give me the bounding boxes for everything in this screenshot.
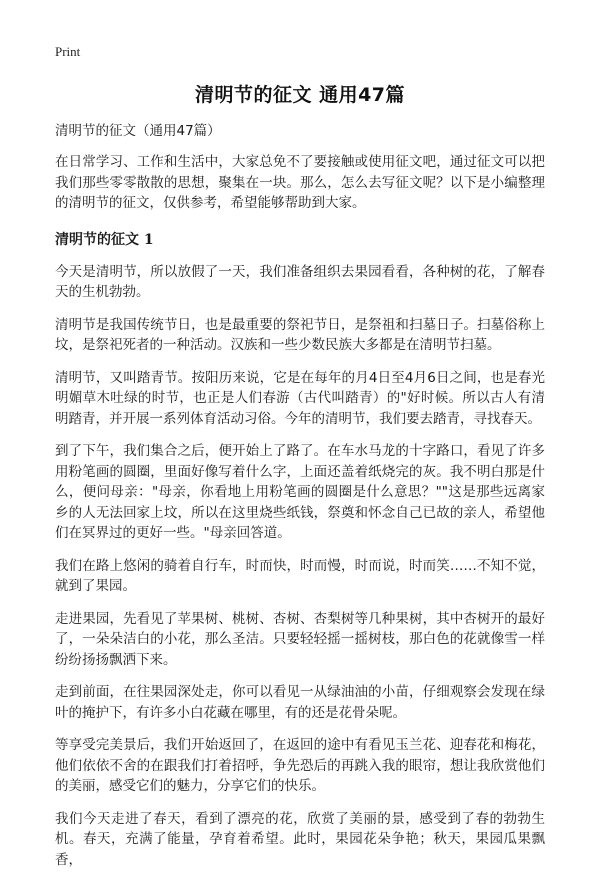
body-paragraph: 我们今天走进了春天，看到了漂亮的花，欣赏了美丽的景，感受到了春的勃勃生机。春天，充满了能量，孕育着希望。此时，果园花朵争艳；秋天，果园瓜果飘香， xyxy=(55,810,545,868)
body-paragraph: 今天是清明节，所以放假了一天，我们准备组织去果园看看，各种树的花，了解春天的生机勃勃。 xyxy=(55,263,545,300)
body-paragraph: 我们在路上悠闲的骑着自行车，时而快，时而慢，时而说，时而笑……不知不觉，就到了果园。 xyxy=(55,557,545,594)
body-paragraph: 等享受完美景后，我们开始返回了，在返回的途中有看见玉兰花、迎春花和梅花，他们依依不舍的在跟我们打着招呼，争先恐后的再跳入我的眼帘，想让我欣赏他们的美丽，感受它们的魅力，分享它们的快乐。 xyxy=(55,737,545,794)
section-heading: 清明节的征文 1 xyxy=(55,231,154,248)
body-paragraph: 清明节是我国传统节日，也是最重要的祭祀节日，是祭祖和扫墓日子。扫墓俗称上坟，是祭祀死者的一种活动。汉族和一些少数民族大多都是在清明节扫墓。 xyxy=(55,316,545,353)
document-subtitle: 清明节的征文（通用47篇） xyxy=(55,123,221,139)
document-body xyxy=(55,122,545,882)
intro-paragraph: 在日常学习、工作和生活中，大家总免不了要接触或使用征文吧，通过征文可以把我们那些零零散散的思想，聚集在一块。那么，怎么去写征文呢？以下是小编整理的清明节的征文，仅供参考，希望能够帮助到大家。 xyxy=(55,154,545,211)
print-label[interactable]: Print xyxy=(55,44,81,59)
body-paragraph: 清明节，又叫踏青节。按阳历来说，它是在每年的月4日至4月6日之间，也是春光明媚草木吐绿的时节，也正是人们春游（古代叫踏青）的"好时候。所以古人有清明踏青，并开展一系列体育活动习俗。今年的清明节，我们要去踏青，寻找春天。 xyxy=(55,369,545,427)
body-paragraph: 走进果园，先看见了苹果树、桃树、杏树、杏梨树等几种果树，其中杏树开的最好了，一朵朵洁白的小花，那么圣洁。只要轻轻摇一摇树枝，那白色的花就像雪一样纷纷扬扬飘洒下来。 xyxy=(55,610,545,668)
document-title: 清明节的征文 通用47篇 xyxy=(194,84,406,106)
body-paragraph: 到了下午，我们集合之后，便开始上了路了。在车水马龙的十字路口，看见了许多用粉笔画的圆圈，里面好像写着什么字，上面还盖着纸烧完的灰。我不明白那是什么，便问母亲："母亲，你看地上用粉笔画的圆圈是什么意思？""这是那些远离家乡的人无法回家上坟，所以在这里烧些纸钱，祭奠和怀念自己已故的亲人，希望他们在冥界过的更好一些。"母亲回答道。 xyxy=(55,443,545,541)
body-paragraph: 走到前面，在往果园深处走，你可以看见一从绿油油的小苗，仔细观察会发现在绿叶的掩护下，有许多小白花藏在哪里，有的还是花骨朵呢。 xyxy=(55,684,545,721)
